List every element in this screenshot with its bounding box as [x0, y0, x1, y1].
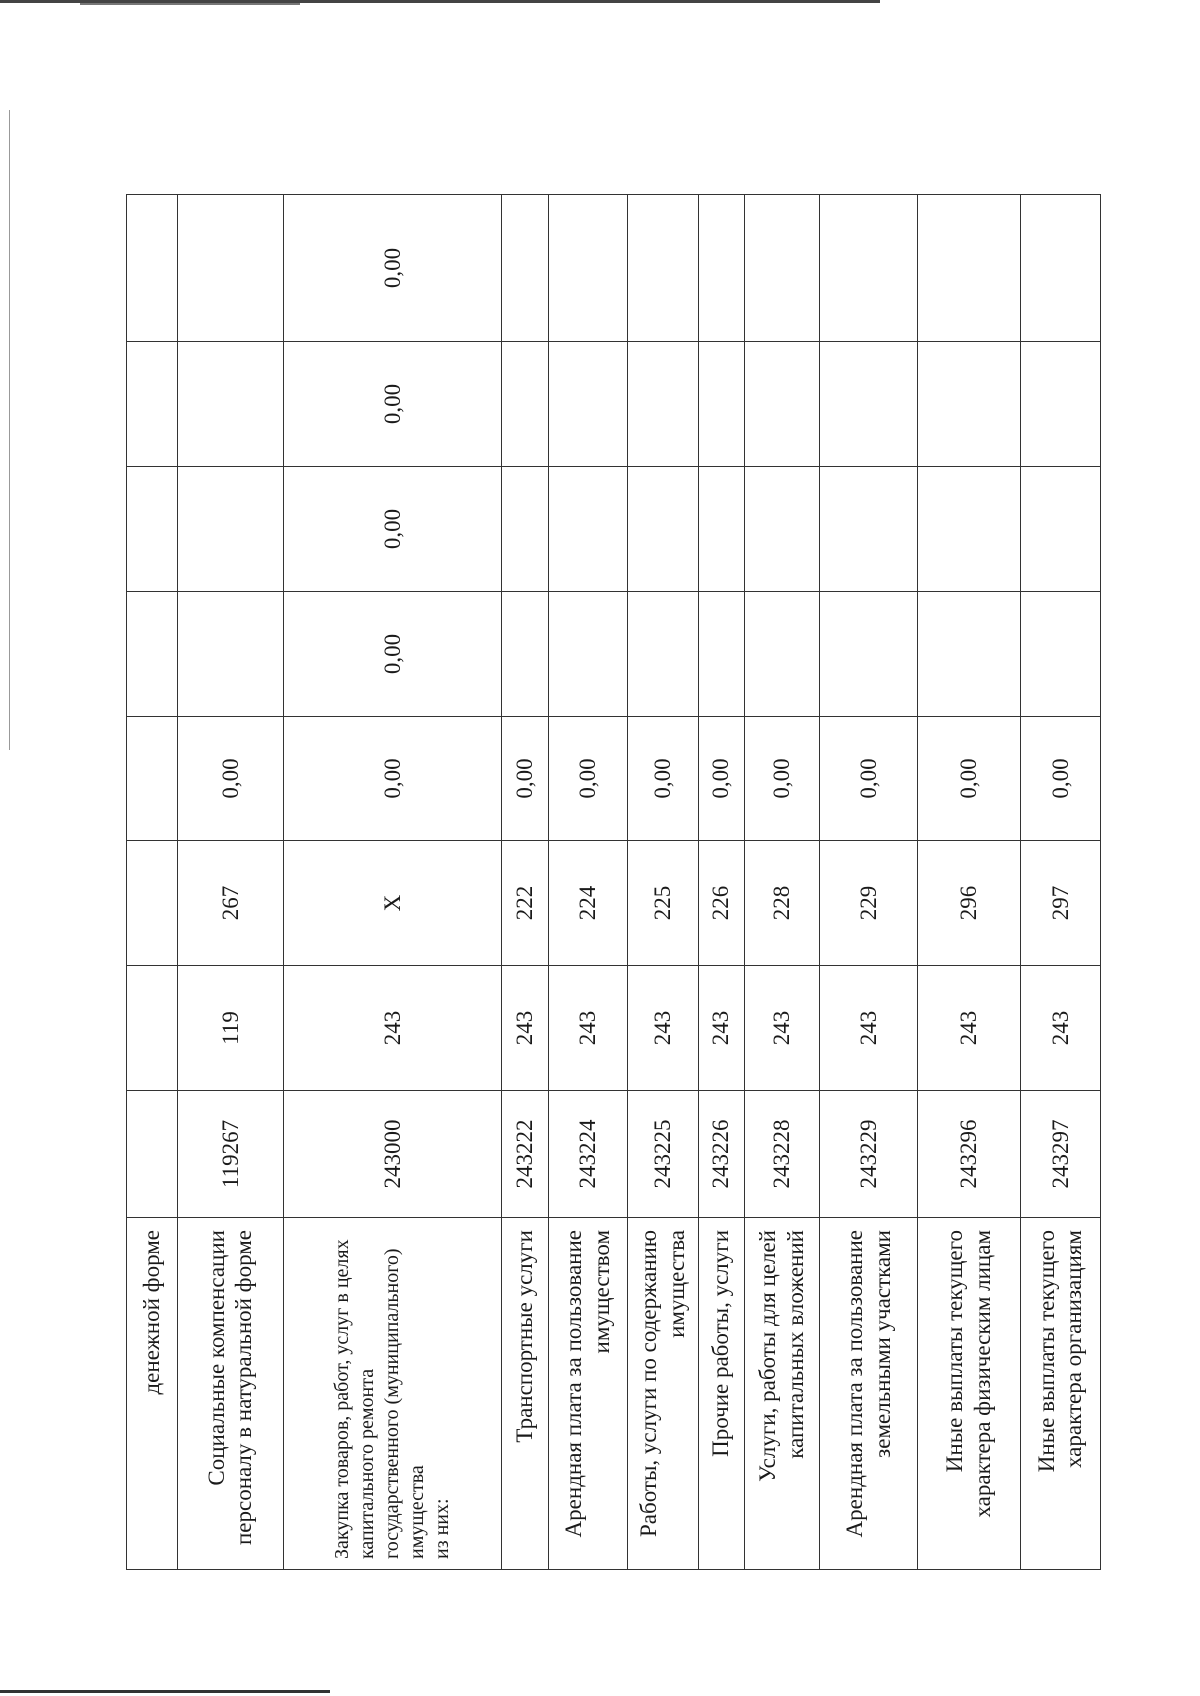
cell-v1: 0,00 [1020, 717, 1100, 841]
cell-kosgu: 267 [177, 841, 284, 966]
table-row [819, 195, 918, 1570]
cell-v4 [628, 342, 699, 467]
cell-v1: 0,00 [501, 717, 548, 841]
cell-kvr: 119 [177, 966, 284, 1091]
cell-code [127, 1091, 178, 1218]
cell-code: 243297 [1020, 1091, 1100, 1218]
cell-v1: 0,00 [628, 717, 699, 841]
cell-v2 [501, 592, 548, 717]
cell-kosgu: 229 [819, 841, 918, 966]
cell-v5 [549, 195, 628, 342]
cell-v4 [177, 342, 284, 467]
row-name: Закупка товаров, работ, услуг в целях капитального ремонта государственного (муниципального) имущества из них: [284, 1218, 502, 1570]
cell-kosgu: X [284, 841, 502, 966]
cell-v1 [127, 717, 178, 841]
cell-v4 [918, 342, 1020, 467]
budget-table [126, 194, 1101, 1570]
cell-v3 [819, 467, 918, 592]
cell-kvr: 243 [744, 966, 819, 1091]
row-name: Услуги, работы для целей капитальных вложений [744, 1218, 819, 1570]
cell-v4 [501, 342, 548, 467]
row-name: Работы, услуги по содержанию имущества [628, 1218, 699, 1570]
cell-v2 [177, 592, 284, 717]
cell-kvr: 243 [918, 966, 1020, 1091]
cell-v2 [628, 592, 699, 717]
cell-v1: 0,00 [284, 717, 502, 841]
cell-kvr: 243 [501, 966, 548, 1091]
cell-code: 243000 [284, 1091, 502, 1218]
cell-v4 [549, 342, 628, 467]
row-name: Арендная плата за пользование имуществом [549, 1218, 628, 1570]
cell-v1: 0,00 [918, 717, 1020, 841]
cell-v2 [918, 592, 1020, 717]
table-body [127, 195, 1101, 1570]
cell-v4 [744, 342, 819, 467]
cell-v3 [918, 467, 1020, 592]
cell-v5: 0,00 [284, 195, 502, 342]
cell-kosgu: 222 [501, 841, 548, 966]
cell-v4 [1020, 342, 1100, 467]
table-row [284, 195, 502, 1570]
table-row [918, 195, 1020, 1570]
cell-code: 243222 [501, 1091, 548, 1218]
cell-v2: 0,00 [284, 592, 502, 717]
row-name: Иные выплаты текущего характера организациям [1020, 1218, 1100, 1570]
cell-v5 [177, 195, 284, 342]
row-name: Социальные компенсации персоналу в натуральной форме [177, 1218, 284, 1570]
cell-code: 243225 [628, 1091, 699, 1218]
cell-v3 [177, 467, 284, 592]
cell-v3 [744, 467, 819, 592]
scan-edge-top-secondary [80, 3, 300, 5]
cell-v5 [918, 195, 1020, 342]
cell-v3 [501, 467, 548, 592]
cell-kvr: 243 [819, 966, 918, 1091]
cell-kosgu: 228 [744, 841, 819, 966]
cell-code: 243229 [819, 1091, 918, 1218]
cell-v5 [127, 195, 178, 342]
cell-v3: 0,00 [284, 467, 502, 592]
table-row [698, 195, 744, 1570]
cell-v3 [549, 467, 628, 592]
cell-v4 [819, 342, 918, 467]
cell-v2 [127, 592, 178, 717]
cell-code: 243296 [918, 1091, 1020, 1218]
cell-v3 [1020, 467, 1100, 592]
row-name: Прочие работы, услуги [698, 1218, 744, 1570]
row-name: Иные выплаты текущего характера физическим лицам [918, 1218, 1020, 1570]
cell-v2 [698, 592, 744, 717]
table-row [501, 195, 548, 1570]
table-row [628, 195, 699, 1570]
cell-v1: 0,00 [744, 717, 819, 841]
cell-kvr: 243 [628, 966, 699, 1091]
scan-edge-bottom [0, 1690, 330, 1693]
row-name: денежной форме [127, 1218, 178, 1570]
cell-code: 243226 [698, 1091, 744, 1218]
cell-v3 [127, 467, 178, 592]
cell-kosgu [127, 841, 178, 966]
cell-code: 119267 [177, 1091, 284, 1218]
row-name: Арендная плата за пользование земельными участками [819, 1218, 918, 1570]
cell-kvr: 243 [698, 966, 744, 1091]
cell-v3 [698, 467, 744, 592]
row-name: Транспортные услуги [501, 1218, 548, 1570]
cell-v1: 0,00 [177, 717, 284, 841]
table-row [1020, 195, 1100, 1570]
cell-kosgu: 224 [549, 841, 628, 966]
cell-code: 243228 [744, 1091, 819, 1218]
cell-kosgu: 296 [918, 841, 1020, 966]
cell-v2 [1020, 592, 1100, 717]
cell-kvr: 243 [549, 966, 628, 1091]
cell-v5 [698, 195, 744, 342]
scan-edge-left [9, 110, 10, 750]
cell-v3 [628, 467, 699, 592]
cell-kosgu: 297 [1020, 841, 1100, 966]
cell-v5 [501, 195, 548, 342]
cell-v1: 0,00 [549, 717, 628, 841]
cell-kosgu: 225 [628, 841, 699, 966]
cell-v2 [744, 592, 819, 717]
cell-kosgu: 226 [698, 841, 744, 966]
cell-v1: 0,00 [819, 717, 918, 841]
cell-kvr: 243 [1020, 966, 1100, 1091]
cell-code: 243224 [549, 1091, 628, 1218]
cell-v2 [819, 592, 918, 717]
cell-v4: 0,00 [284, 342, 502, 467]
table-row [549, 195, 628, 1570]
cell-v1: 0,00 [698, 717, 744, 841]
table-row [127, 195, 178, 1570]
cell-v5 [744, 195, 819, 342]
table-row [744, 195, 819, 1570]
cell-v2 [549, 592, 628, 717]
rotated-page [126, 195, 1101, 1570]
cell-v4 [698, 342, 744, 467]
cell-v4 [127, 342, 178, 467]
cell-v5 [628, 195, 699, 342]
cell-v5 [1020, 195, 1100, 342]
cell-kvr [127, 966, 178, 1091]
table-row [177, 195, 284, 1570]
cell-kvr: 243 [284, 966, 502, 1091]
cell-v5 [819, 195, 918, 342]
